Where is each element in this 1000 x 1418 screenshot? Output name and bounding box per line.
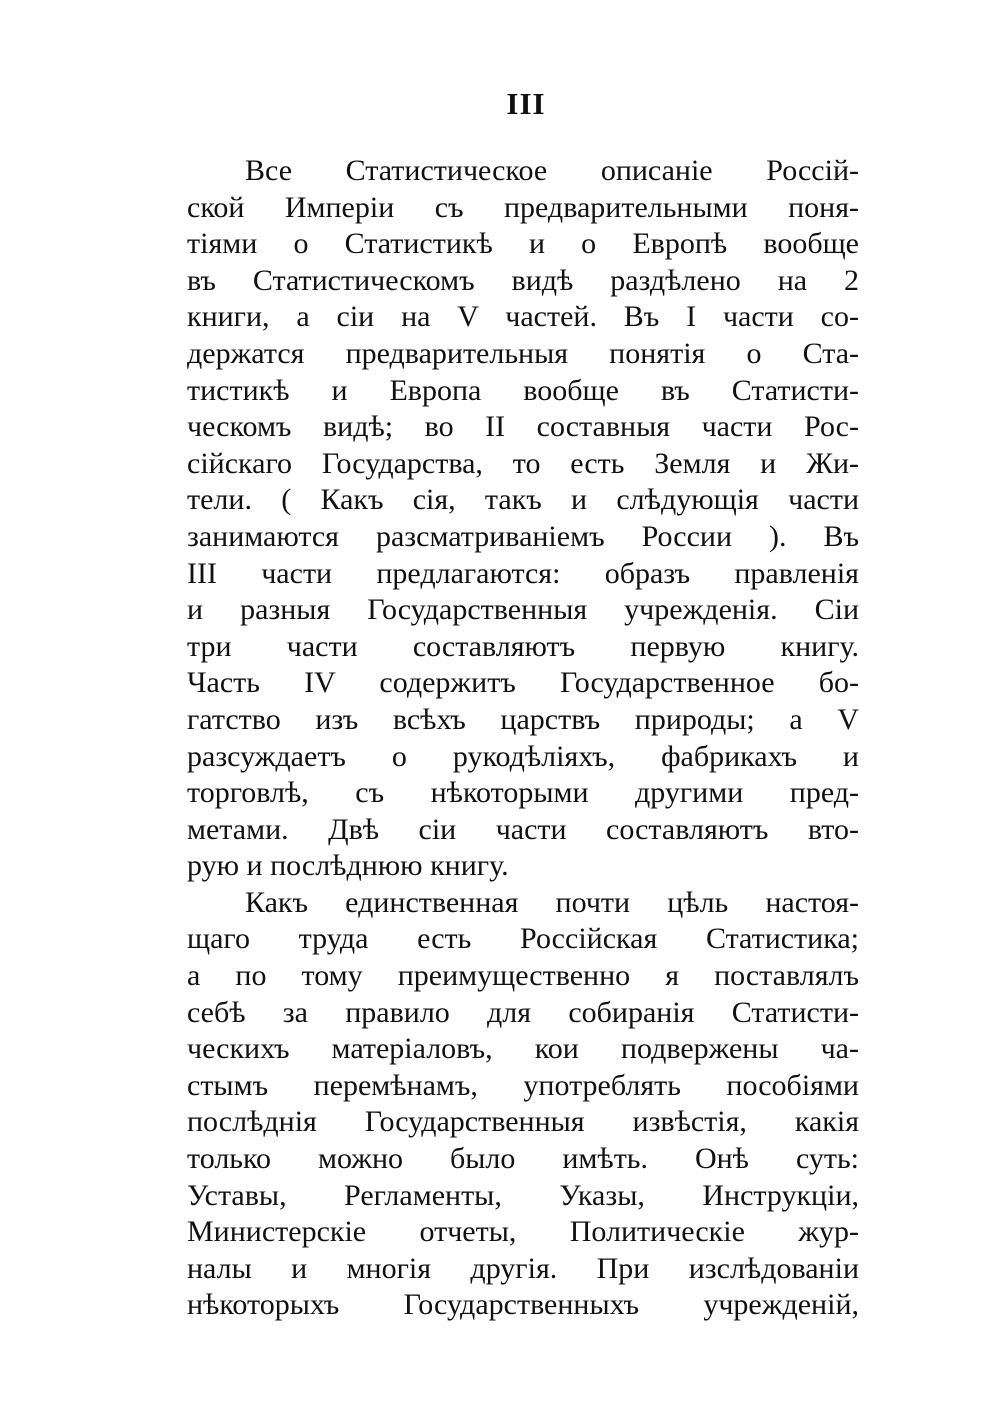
text-line: метами. Двѣ сіи части составляютъ вто-: [187, 812, 859, 846]
text-line: гатство изъ всѣхъ царствъ природы; а V: [187, 702, 859, 736]
text-line: тели. ( Какъ сія, такъ и слѣдующія части: [187, 483, 859, 517]
text-line: Часть IV содержитъ Государственное бо-: [187, 666, 859, 700]
text-line: держатся предварительныя понятія о Ста-: [187, 336, 859, 370]
text-line: щаго труда есть Россійская Статистика;: [187, 922, 859, 956]
text-line: три части составляютъ первую книгу.: [187, 629, 859, 663]
page-number: III: [506, 86, 546, 121]
text-line: а по тому преимущественно я поставлялъ: [187, 959, 859, 993]
text-line: только можно было имѣть. Онѣ суть:: [187, 1142, 859, 1176]
text-line: сійскаго Государства, то есть Земля и Жи-: [187, 446, 859, 480]
text-line: стымъ перемѣнамъ, употреблять пособіями: [187, 1068, 859, 1102]
paragraph-1: [187, 153, 859, 885]
text-line: налы и многія другія. При изслѣдованіи: [187, 1251, 859, 1285]
text-line: Какъ единственная почти цѣль настоя-: [245, 885, 859, 919]
text-line: разсуждаетъ о рукодѣліяхъ, фабрикахъ и: [187, 739, 859, 773]
body-text: [187, 153, 859, 1324]
text-line: нѣкоторыхъ Государственныхъ учрежденій,: [187, 1288, 859, 1322]
text-line: Министерскіе отчеты, Политическіе жур-: [187, 1215, 859, 1249]
text-line: тіями о Статистикѣ и о Европѣ вообще: [187, 227, 859, 261]
text-line: ской Имперіи съ предварительными поня-: [187, 190, 859, 224]
text-line: рую и послѣднюю книгу.: [187, 849, 509, 883]
text-line: послѣднія Государственныя извѣстія, какія: [187, 1105, 859, 1139]
text-line: ческихъ матеріаловъ, кои подвержены ча-: [187, 1032, 859, 1066]
text-line: Все Статистическое описаніе Россій-: [245, 154, 859, 187]
text-line: III части предлагаются: образъ правленія: [187, 556, 859, 590]
text-line: и разныя Государственныя учрежденія. Сіи: [187, 593, 859, 627]
paragraph-2: [187, 885, 859, 1324]
text-line: занимаются разсматриваніемъ России ). Въ: [187, 519, 859, 553]
text-line: себѣ за правило для собиранія Статисти-: [187, 995, 859, 1029]
text-line: книги, а сіи на V частей. Въ I части со-: [187, 300, 859, 334]
text-line: тистикѣ и Европа вообще въ Статисти-: [187, 373, 859, 407]
text-line: въ Статистическомъ видѣ раздѣлено на 2: [187, 263, 859, 297]
text-line: торговлѣ, съ нѣкоторыми другими пред-: [187, 776, 859, 810]
text-line: ческомъ видѣ; во II составныя части Рос-: [187, 410, 859, 444]
text-line: Уставы, Регламенты, Указы, Инструкціи,: [187, 1178, 859, 1212]
